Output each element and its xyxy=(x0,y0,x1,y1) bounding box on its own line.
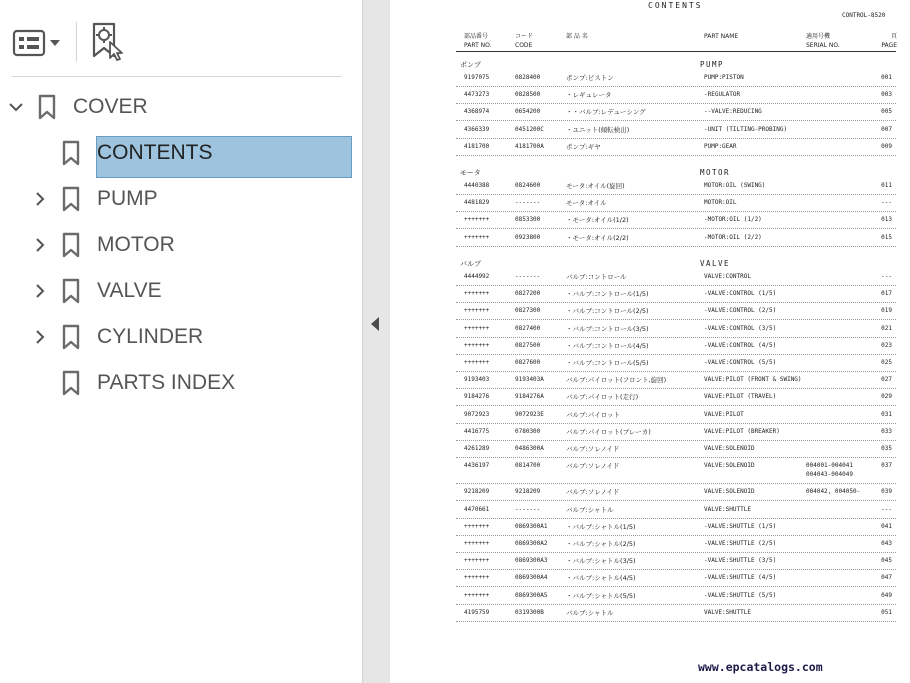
part-number-cell: 9184276 xyxy=(464,393,490,401)
japanese-name-cell: モータ:オイル xyxy=(566,199,607,208)
part-name-cell: VALVE:SHUTTLE xyxy=(704,608,751,616)
page-number-cell: 023 xyxy=(881,341,892,349)
part-number-cell: 4368974 xyxy=(464,108,490,116)
table-row xyxy=(456,484,896,501)
part-name-cell: VALVE:SOLENOID xyxy=(704,445,755,452)
code-cell: 0827300 xyxy=(515,307,541,315)
part-number-cell: +++++++ xyxy=(464,574,490,582)
part-name-cell: PUMP:GEAR xyxy=(704,142,737,150)
japanese-name-cell: バルブ:パイロット(走行) xyxy=(566,393,639,402)
bookmark-motor[interactable] xyxy=(0,224,360,266)
table-row xyxy=(456,286,896,303)
table-row xyxy=(456,407,896,424)
table-row xyxy=(456,519,896,536)
chevron-right-icon[interactable] xyxy=(32,329,48,345)
part-name-cell: VALVE:PILOT xyxy=(704,410,744,418)
japanese-name-cell: ・ユニット(傾転検出) xyxy=(566,125,630,134)
code-cell: 9072923E xyxy=(515,410,544,418)
japanese-name-cell: ・バルブ:シャトル(2/5) xyxy=(566,540,636,548)
page-number-cell: 047 xyxy=(881,574,892,582)
page-number-cell: 041 xyxy=(881,522,892,530)
part-number-cell: 9218209 xyxy=(464,488,490,496)
code-cell: 0486300A xyxy=(515,445,544,452)
section-title-en: VALVE xyxy=(700,259,731,268)
page-number-cell: --- xyxy=(881,505,892,513)
table-row xyxy=(456,178,896,195)
bookmark-icon xyxy=(38,94,56,120)
part-number-cell: +++++++ xyxy=(464,359,490,366)
serial-cell-line2: 004043-004049 xyxy=(806,471,853,479)
header-code-jp: コード xyxy=(515,33,534,40)
code-cell: 0824600 xyxy=(515,182,541,189)
page-number-cell: 039 xyxy=(881,488,892,496)
code-cell: 0827400 xyxy=(515,324,541,332)
part-name-cell: PUMP:PISTON xyxy=(704,74,744,81)
header-name-jp: 部 品 名 xyxy=(566,33,588,40)
part-number-cell: +++++++ xyxy=(464,557,490,565)
japanese-name-cell: バルブ:パイロット(フロント,旋回) xyxy=(566,376,667,385)
part-name-cell: -REGULATOR xyxy=(704,91,741,99)
page-number-cell: 005 xyxy=(881,108,892,116)
code-cell: 0869300A5 xyxy=(515,591,548,599)
code-cell: 9218209 xyxy=(515,488,541,496)
code-cell: 0827200 xyxy=(515,290,541,298)
code-cell: 0827500 xyxy=(515,341,541,349)
part-name-cell: VALVE:PILOT (TRAVEL) xyxy=(704,393,777,401)
page-number-cell: 049 xyxy=(881,591,892,599)
page-number-cell: 009 xyxy=(881,142,892,150)
page-number-cell: 007 xyxy=(881,125,892,133)
bookmark-icon xyxy=(62,324,80,350)
japanese-name-cell: バルブ:パイロット(ブレーカ) xyxy=(566,427,651,436)
header-rule xyxy=(456,51,896,52)
page-number-cell: 043 xyxy=(881,540,892,547)
header-page xyxy=(877,32,897,50)
code-cell: 0654200 xyxy=(515,108,541,116)
bookmark-valve[interactable] xyxy=(0,270,360,312)
japanese-name-cell: ・バルブ:コントロール(3/5) xyxy=(566,324,649,333)
page-number-cell: 003 xyxy=(881,91,892,99)
bookmark-label: CYLINDER xyxy=(97,325,204,348)
bookmark-icon xyxy=(62,186,80,212)
collapse-panel-button[interactable] xyxy=(366,312,384,336)
code-cell: ------- xyxy=(515,199,541,207)
section-title-jp: モータ xyxy=(460,169,481,177)
part-name-cell: -VALVE:CONTROL (3/5) xyxy=(704,324,777,332)
japanese-name-cell: バルブ:シャトル xyxy=(566,608,614,617)
page-number-cell: 031 xyxy=(881,410,892,418)
table-row xyxy=(456,458,896,484)
part-name-cell: MOTOR:OIL (SWING) xyxy=(704,182,766,189)
japanese-name-cell: ・モータ:オイル(1/2) xyxy=(566,216,629,225)
page-number-cell: 019 xyxy=(881,307,892,315)
code-cell: 0853300 xyxy=(515,216,541,224)
bookmark-label: COVER xyxy=(73,95,148,118)
page-number-cell: 025 xyxy=(881,359,892,366)
page-number-cell: 033 xyxy=(881,427,892,435)
japanese-name-cell: ・バルブ:コントロール(2/5) xyxy=(566,307,649,316)
page-number-cell: 017 xyxy=(881,290,892,298)
part-number-cell: 4473273 xyxy=(464,91,490,99)
bookmark-icon xyxy=(62,140,80,166)
page-title: CONTENTS xyxy=(648,1,703,10)
code-cell: ------- xyxy=(515,273,541,280)
japanese-name-cell: バルブ:ソレノイド xyxy=(566,462,620,471)
bookmark-options-button[interactable] xyxy=(10,24,66,62)
table-row xyxy=(456,139,896,156)
part-number-cell: 4481829 xyxy=(464,199,490,207)
part-name-cell: -MOTOR:OIL (1/2) xyxy=(704,216,762,224)
part-name-cell: MOTOR:OIL xyxy=(704,199,737,207)
part-number-cell: +++++++ xyxy=(464,290,490,298)
japanese-name-cell: モータ:オイル(旋回) xyxy=(566,182,625,190)
table-row xyxy=(456,441,896,458)
part-name-cell: -VALVE:SHUTTLE (5/5) xyxy=(704,591,777,599)
code-cell: 0869300A3 xyxy=(515,557,548,565)
section-title-en: PUMP xyxy=(700,60,725,69)
table-row xyxy=(456,338,896,355)
table-row xyxy=(456,195,896,212)
triangle-left-icon xyxy=(370,316,380,332)
part-name-cell: -VALVE:CONTROL (5/5) xyxy=(704,359,777,366)
code-cell: 0869300A4 xyxy=(515,574,548,582)
japanese-name-cell: ・バルブ:シャトル(4/5) xyxy=(566,574,636,583)
bookmark-icon xyxy=(62,232,80,258)
page-number-cell: 021 xyxy=(881,324,892,332)
table-row xyxy=(456,372,896,389)
table-row xyxy=(456,553,896,570)
table-row xyxy=(456,303,896,320)
japanese-name-cell: ・バルブ:シャトル(5/5) xyxy=(566,591,636,600)
japanese-name-cell: バルブ:ソレノイド xyxy=(566,445,620,453)
part-name-cell: VALVE:CONTROL xyxy=(704,273,751,280)
part-number-cell: +++++++ xyxy=(464,540,490,547)
toolbar-separator xyxy=(12,76,342,77)
page-number-cell: 035 xyxy=(881,445,892,452)
japanese-name-cell: ・モータ:オイル(2/2) xyxy=(566,233,629,242)
part-number-cell: +++++++ xyxy=(464,591,490,599)
japanese-name-cell: ・・バルブ:レデューシング xyxy=(566,108,646,117)
chevron-right-icon[interactable] xyxy=(32,237,48,253)
page-number-cell: 013 xyxy=(881,216,892,224)
japanese-name-cell: ポンプ:ギヤ xyxy=(566,142,601,151)
bookmarks-toolbar xyxy=(0,0,362,76)
part-number-cell: 4444992 xyxy=(464,273,490,280)
code-cell: 4181700A xyxy=(515,142,544,150)
code-cell: 9193403A xyxy=(515,376,544,384)
japanese-name-cell: ・バルブ:シャトル(3/5) xyxy=(566,557,636,566)
code-cell: 0869300A1 xyxy=(515,522,548,530)
part-name-cell: VALVE:SOLENOID xyxy=(704,462,755,470)
part-name-cell: VALVE:PILOT (BREAKER) xyxy=(704,427,780,435)
bookmark-label: PARTS INDEX xyxy=(97,371,236,394)
header-code xyxy=(515,32,533,50)
header-code-en: CODE xyxy=(515,42,533,49)
bookmark-label: MOTOR xyxy=(97,233,175,256)
code-cell: 0780300 xyxy=(515,427,541,435)
page-number-cell: 051 xyxy=(881,608,892,616)
japanese-name-cell: バルブ:ソレノイド xyxy=(566,488,620,497)
watermark-url: www.epcatalogs.com xyxy=(698,660,823,674)
table-row xyxy=(456,424,896,441)
part-number-cell: 4470661 xyxy=(464,505,490,513)
part-number-cell: +++++++ xyxy=(464,216,490,224)
section-title-jp: ポンプ xyxy=(460,61,481,69)
code-cell: 0827600 xyxy=(515,359,541,366)
bookmark-pump[interactable] xyxy=(0,178,360,220)
chevron-right-icon[interactable] xyxy=(32,283,48,299)
part-name-cell: -VALVE:SHUTTLE (1/5) xyxy=(704,522,777,530)
header-serial-jp: 適用号機 xyxy=(806,33,831,40)
page-number-cell: 015 xyxy=(881,233,892,241)
part-number-cell: +++++++ xyxy=(464,324,490,332)
serial-cell: 004001-004041 xyxy=(806,462,853,470)
part-number-cell: +++++++ xyxy=(464,522,490,530)
section-title-en: MOTOR xyxy=(700,168,731,177)
part-number-cell: 4261289 xyxy=(464,445,490,452)
japanese-name-cell: バルブ:パイロット xyxy=(566,410,621,419)
part-name-cell: -VALVE:CONTROL (2/5) xyxy=(704,307,777,315)
page-number-cell: 001 xyxy=(881,74,892,81)
document-code: CONTROL-8520 xyxy=(842,12,886,19)
table-row xyxy=(456,87,896,104)
find-current-bookmark-button[interactable] xyxy=(88,20,128,62)
table-row xyxy=(456,536,896,553)
table-row xyxy=(456,269,896,286)
table-row xyxy=(456,605,896,622)
bookmark-label: VALVE xyxy=(97,279,162,302)
japanese-name-cell: バルブ:シャトル xyxy=(566,505,614,514)
code-cell: 0814700 xyxy=(515,462,541,470)
serial-cell: 004042, 004050- xyxy=(806,488,861,496)
part-name-cell: VALVE:SOLENOID xyxy=(704,488,755,496)
bookmark-cover[interactable] xyxy=(0,86,360,128)
part-number-cell: +++++++ xyxy=(464,233,490,241)
page-number-cell: 011 xyxy=(881,182,892,189)
japanese-name-cell: バルブ:コントロール xyxy=(566,273,627,281)
part-name-cell: -VALVE:CONTROL (1/5) xyxy=(704,290,777,298)
table-row xyxy=(456,104,896,121)
part-name-cell: -MOTOR:OIL (2/2) xyxy=(704,233,762,241)
page-number-cell: 045 xyxy=(881,557,892,565)
header-part-no-jp: 部品番号 xyxy=(464,33,489,40)
part-name-cell: -VALVE:SHUTTLE (4/5) xyxy=(704,574,777,582)
table-row xyxy=(456,588,896,605)
chevron-right-icon[interactable] xyxy=(32,191,48,207)
header-page-jp: 頁 xyxy=(890,33,897,40)
code-cell: 0828400 xyxy=(515,74,541,81)
part-number-cell: 4195759 xyxy=(464,608,490,616)
header-serial xyxy=(806,32,840,50)
panel-splitter[interactable] xyxy=(362,0,390,683)
bookmark-contents[interactable] xyxy=(0,132,360,174)
bookmark-parts-index[interactable] xyxy=(0,362,360,404)
code-cell: 9184276A xyxy=(515,393,544,401)
section-title-jp: バルブ xyxy=(460,260,481,268)
code-cell: 0869300A2 xyxy=(515,540,548,547)
bookmark-label: CONTENTS xyxy=(97,141,213,164)
header-part-no-en: PART NO. xyxy=(464,42,492,49)
code-cell: 0923800 xyxy=(515,233,541,241)
table-row xyxy=(456,502,896,519)
part-number-cell: 9072923 xyxy=(464,410,490,418)
japanese-name-cell: ・レギュレータ xyxy=(566,91,612,100)
part-name-cell: VALVE:PILOT (FRONT & SWING) xyxy=(704,376,802,384)
table-row xyxy=(456,212,896,229)
page-number-cell: 029 xyxy=(881,393,892,401)
bookmark-label: PUMP xyxy=(97,187,158,210)
page-number-cell: --- xyxy=(881,273,892,280)
table-row xyxy=(456,122,896,139)
part-number-cell: 4366339 xyxy=(464,125,490,133)
bookmark-icon xyxy=(62,370,80,396)
part-name-cell: --VALVE:REDUCING xyxy=(704,108,762,116)
table-row xyxy=(456,570,896,587)
table-row xyxy=(456,230,896,247)
table-row xyxy=(456,389,896,406)
table-row xyxy=(456,70,896,87)
part-number-cell: +++++++ xyxy=(464,307,490,315)
japanese-name-cell: ・バルブ:コントロール(4/5) xyxy=(566,341,649,350)
part-number-cell: 4440388 xyxy=(464,182,490,189)
part-name-cell: -VALVE:SHUTTLE (2/5) xyxy=(704,540,777,547)
japanese-name-cell: ポンプ:ピストン xyxy=(566,74,614,82)
header-part-no xyxy=(464,32,492,50)
code-cell: 0828500 xyxy=(515,91,541,99)
header-part-name: PART NAME xyxy=(704,33,739,40)
bookmark-options-icon xyxy=(10,24,66,62)
part-number-cell: 9197075 xyxy=(464,74,490,81)
part-name-cell: VALVE:SHUTTLE xyxy=(704,505,751,513)
table-row xyxy=(456,321,896,338)
page-number-cell: 027 xyxy=(881,376,892,384)
code-cell: 0319300B xyxy=(515,608,544,616)
part-number-cell: +++++++ xyxy=(464,341,490,349)
part-number-cell: 4181700 xyxy=(464,142,490,150)
page-number-cell: --- xyxy=(881,199,892,207)
japanese-name-cell: ・バルブ:シャトル(1/5) xyxy=(566,522,636,531)
part-name-cell: -VALVE:CONTROL (4/5) xyxy=(704,341,777,349)
toolbar-divider xyxy=(76,22,77,62)
part-number-cell: 4436197 xyxy=(464,462,490,470)
part-name-cell: -VALVE:SHUTTLE (3/5) xyxy=(704,557,777,565)
header-page-en: PAGE xyxy=(881,42,897,49)
japanese-name-cell: ・バルブ:コントロール(5/5) xyxy=(566,359,649,367)
code-cell: 0451200C xyxy=(515,125,544,133)
bookmark-cylinder[interactable] xyxy=(0,316,360,358)
header-serial-en: SERIAL NO. xyxy=(806,42,840,49)
bookmarks-panel xyxy=(0,0,362,683)
chevron-down-icon[interactable] xyxy=(8,99,24,115)
find-current-bookmark-icon xyxy=(88,20,128,62)
document-page xyxy=(390,0,910,683)
japanese-name-cell: ・バルブ:コントロール(1/5) xyxy=(566,290,649,299)
part-name-cell: -UNIT (TILTING-PROBING) xyxy=(704,125,788,133)
part-number-cell: 9193403 xyxy=(464,376,490,384)
bookmark-icon xyxy=(62,278,80,304)
code-cell: ------- xyxy=(515,505,541,513)
table-row xyxy=(456,355,896,372)
page-number-cell: 037 xyxy=(881,462,892,470)
part-number-cell: 4416775 xyxy=(464,427,490,435)
